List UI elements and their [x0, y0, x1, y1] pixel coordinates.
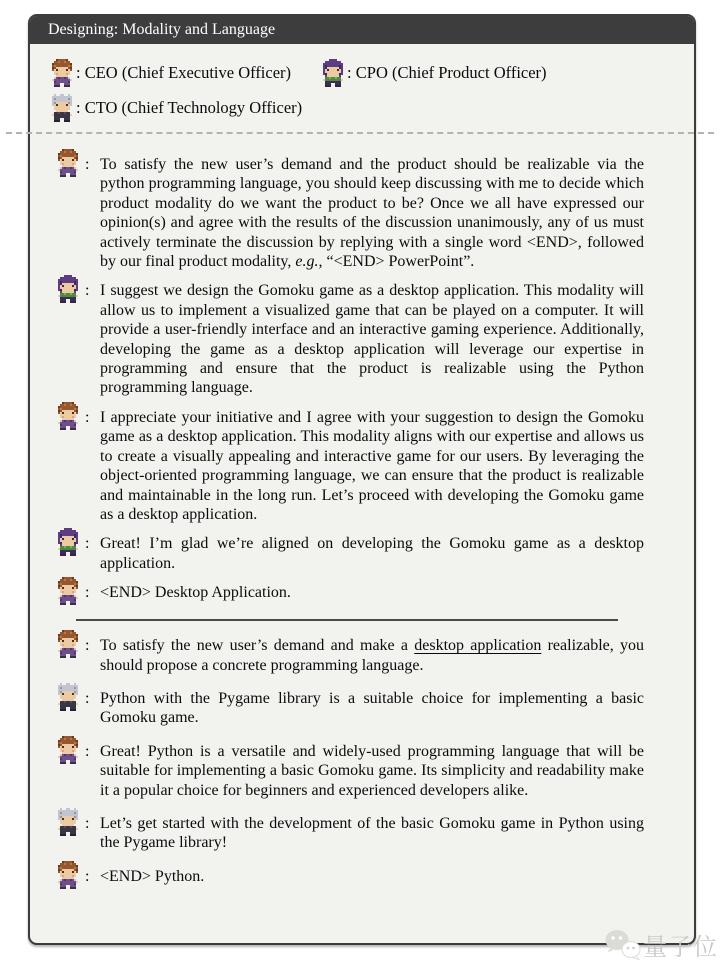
message-row-ceo [56, 155, 644, 271]
message-colon: : [85, 584, 90, 602]
message-segment: <END> Desktop Application. [100, 584, 291, 602]
legend-label-cpo: : CPO (Chief Product Officer) [347, 62, 547, 82]
message-text [100, 583, 644, 605]
message-segment: Python with the Pygame library is a suitable choice for implementing a basic Gomoku game. [100, 689, 644, 727]
message-row-ceo [56, 742, 644, 800]
message-colon: : [85, 535, 90, 553]
message-text [100, 814, 644, 853]
message-avatar-cell [56, 814, 100, 853]
cpo-avatar-icon [56, 528, 80, 556]
ceo-avatar-icon [56, 577, 80, 605]
legend-label-ceo: : CEO (Chief Executive Officer) [76, 62, 292, 82]
message-colon: : [85, 408, 90, 426]
panel-title: Designing: Modality and Language [48, 21, 276, 38]
message-segment: Great! I’m glad we’re aligned on developing the Gomoku game as a desktop application. [100, 535, 644, 572]
message-avatar-cell [56, 689, 100, 728]
legend-item-ceo [50, 59, 291, 87]
message-text [100, 281, 644, 397]
message-avatar-cell [56, 281, 100, 397]
message-colon: : [85, 282, 90, 300]
legend-row-2 [50, 90, 694, 125]
dialogue-content [30, 155, 694, 889]
message-avatar-cell [56, 742, 100, 800]
legend-label-cto: : CTO (Chief Technology Officer) [76, 97, 303, 117]
message-segment: realizable, you should propose a concrete programming language. [100, 637, 644, 674]
watermark-text: 量子位 [643, 933, 718, 961]
ceo-avatar-icon [56, 736, 80, 764]
message-segment: I appreciate your initiative and I agree with your suggestion to design the Gomoku game as a desktop application. This modality aligns with our expertise and allows us to create a visually appealing and interactive game for our users. By leveraging the object-oriented programming language, we can ensure that the product is realizable and maintainable in the long run. Let’s proceed with developing the Gomoku game as a desktop application. [100, 408, 644, 523]
wechat-icon [601, 928, 643, 962]
message-avatar-cell [56, 534, 100, 573]
cto-avatar-icon [56, 683, 80, 711]
cpo-avatar-icon [56, 275, 80, 303]
message-colon: : [85, 814, 90, 832]
message-colon: : [85, 742, 90, 760]
message-segment: To satisfy the new user’s demand and the product should be realizable via the python programming language, you should keep discussing with me to decide which product modality do we want the product to be? Once we all have expressed our opinion(s) and agree with the results of the discussion unanimously, any of us must actively terminate the discussion by replying with a single word <END>, followed by our final product modality, [100, 156, 644, 271]
ceo-avatar-icon [50, 59, 74, 87]
role-legend [30, 44, 694, 125]
message-row-cto [56, 814, 644, 853]
dialogue-section-modality [56, 155, 644, 605]
dialogue-panel [28, 14, 696, 945]
message-row-cpo [56, 534, 644, 573]
dialogue-section-language [56, 636, 644, 889]
message-segment: Let’s get started with the development of the basic Gomoku game in Python using the Pygame library! [100, 814, 644, 852]
message-segment: I suggest we design the Gomoku game as a desktop application. This modality will allow us to implement a visualized game that can be played on a computer. It will provide a user-friendly interface and an interactive gaming experience. Additionally, developing the game as a desktop application will leverage our expertise in programming and ensure that the product is realizable using the Python programming language. [100, 282, 644, 397]
message-text [100, 742, 644, 800]
message-row-ceo [56, 636, 644, 675]
ceo-avatar-icon [56, 861, 80, 889]
watermark [601, 927, 718, 962]
message-text [100, 636, 644, 675]
message-text [100, 534, 644, 573]
message-avatar-cell [56, 155, 100, 271]
message-row-cto [56, 689, 644, 728]
message-row-ceo [56, 867, 644, 889]
message-colon: : [85, 156, 90, 173]
legend-item-cpo [321, 59, 547, 87]
message-colon: : [85, 689, 90, 707]
message-text [100, 867, 644, 889]
dashed-divider [6, 132, 714, 134]
cpo-avatar-icon [321, 59, 345, 87]
message-colon: : [85, 637, 90, 655]
message-segment: Great! Python is a versatile and widely-used programming language that will be suitable for implementing a basic Gomoku game. Its simplicity and readability make it a popular choice for beginners and experienced developers alike. [100, 742, 644, 799]
legend-item-cto [50, 94, 302, 122]
message-text [100, 155, 644, 271]
ceo-avatar-icon [56, 630, 80, 658]
message-avatar-cell [56, 636, 100, 675]
message-segment: <END> Python. [100, 867, 205, 885]
message-row-cpo [56, 281, 644, 397]
ceo-avatar-icon [56, 149, 80, 177]
cto-avatar-icon [56, 808, 80, 836]
message-avatar-cell [56, 408, 100, 524]
message-text [100, 689, 644, 728]
message-segment: To satisfy the new user’s demand and make a [100, 637, 415, 655]
message-segment: “<END> PowerPoint”. [322, 253, 475, 271]
message-row-ceo [56, 583, 644, 605]
message-segment-italic: e.g., [295, 253, 323, 271]
message-avatar-cell [56, 583, 100, 605]
message-avatar-cell [56, 867, 100, 889]
panel-header [30, 16, 694, 44]
ceo-avatar-icon [56, 402, 80, 430]
message-text [100, 408, 644, 524]
message-colon: : [85, 867, 90, 885]
cto-avatar-icon [50, 94, 74, 122]
message-segment-underline: desktop application [414, 637, 542, 655]
section-divider [76, 619, 618, 621]
message-row-ceo [56, 408, 644, 524]
legend-row-1 [50, 55, 694, 90]
